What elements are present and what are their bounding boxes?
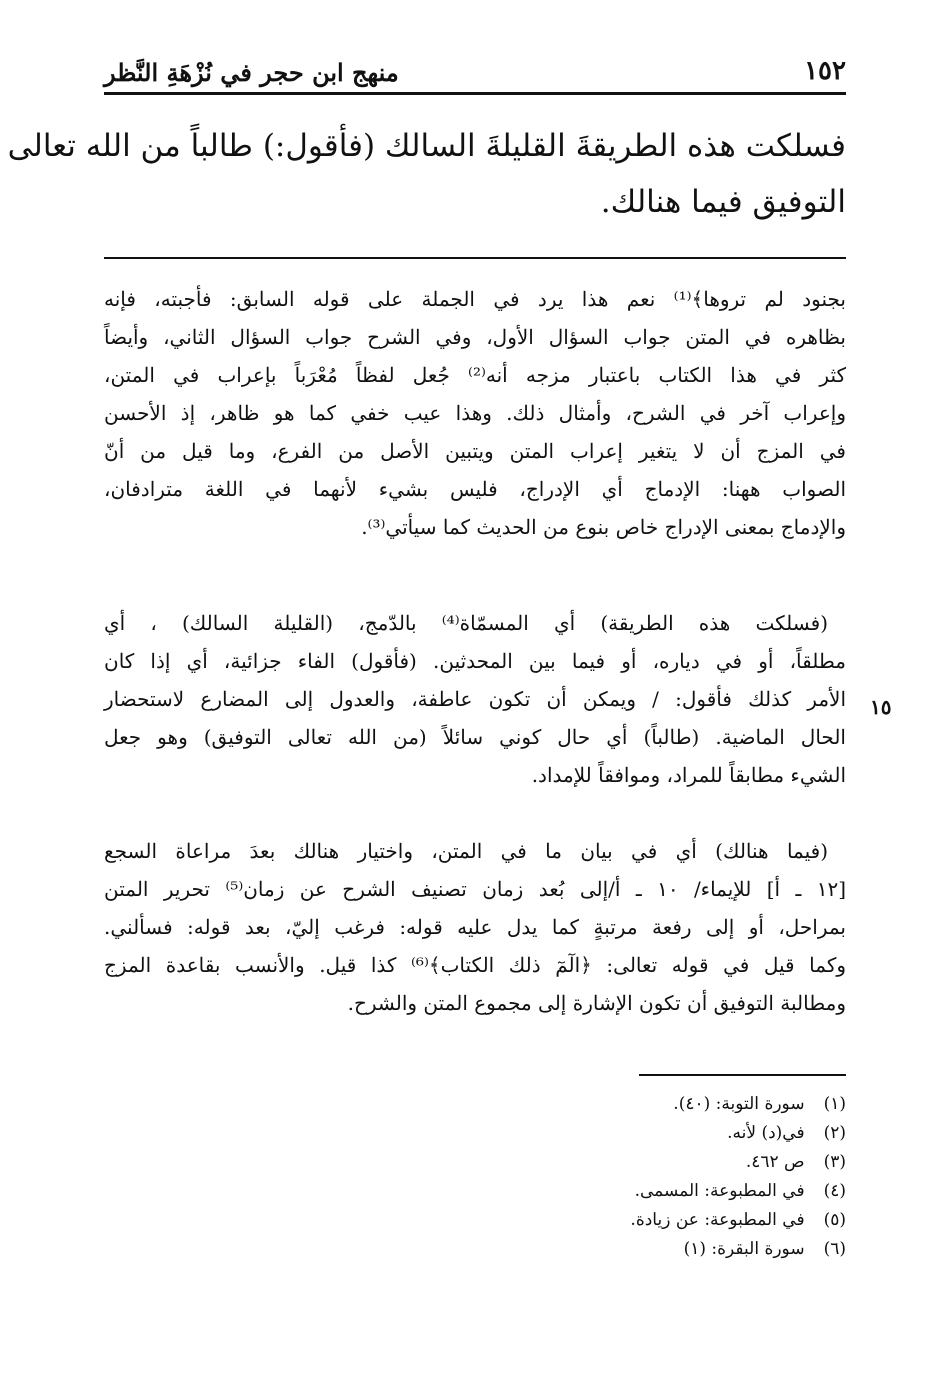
commentary-line: والإدماج بمعنى الإدراج خاص بنوع من الحديث كما سيأتي⁽³⁾.	[361, 515, 846, 539]
footnote-text: ص ٤٦٢.	[745, 1152, 805, 1172]
footnote	[104, 1235, 846, 1264]
commentary-line: كثر في هذا الكتاب باعتبار مزجه أنه⁽²⁾ جُعل لفظاً مُعْرَباً بإعراب في المتن،	[104, 363, 847, 387]
header-rule	[104, 92, 846, 95]
commentary-line: الشيء مطابقاً للمراد، وموافقاً للإمداد.	[531, 763, 846, 787]
commentary-line: ومطالبة التوفيق أن تكون الإشارة إلى مجموع المتن والشرح.	[347, 991, 846, 1015]
commentary-line: بظاهره في المتن جواب السؤال الأول، وفي الشرح جواب السؤال الثاني، وأيضاً	[104, 325, 846, 349]
running-title: منهج ابن حجر في نُزْهَةِ النَّظر	[104, 58, 399, 87]
footnote-text: في المطبوعة: المسمى.	[634, 1181, 805, 1201]
footnote	[104, 1090, 846, 1119]
commentary-line: الصواب ههنا: الإدماج أي الإدراج، فليس بشيء لأنهما في اللغة مترادفان،	[104, 477, 847, 501]
footnote	[104, 1206, 846, 1235]
margin-line-number: ١٥	[870, 695, 892, 719]
footnote-text: سورة البقرة: (١)	[683, 1239, 805, 1259]
commentary-line: [١٢ ـ أ] للإيماء/ ١٠ ـ أ/إلى بُعد زمان تصنيف الشرح عن زمان⁽⁵⁾ تحرير المتن	[104, 877, 847, 901]
footnote-number: (٥)	[823, 1210, 846, 1230]
footnote-text: سورة التوبة: (٤٠).	[673, 1094, 805, 1114]
matn-line: فسلكت هذه الطريقةَ القليلةَ السالك (فأقول:) طالباً من الله تعالى	[7, 128, 846, 164]
matn-text	[7, 118, 846, 230]
commentary-paragraph-3	[104, 832, 846, 1022]
footnote-text: في(د) لأنه.	[727, 1123, 805, 1143]
page-header	[104, 50, 846, 94]
commentary-line: الأمر كذلك فأقول: / ويمكن أن تكون عاطفة، والعدول إلى المضارع لاستحضار	[104, 687, 846, 711]
commentary-line: بمراحل، أو إلى رفعة مرتبةٍ كما يدل عليه قوله: فرغب إليّ، بعد قوله: فسألني.	[104, 915, 846, 939]
footnote-number: (٢)	[823, 1123, 846, 1143]
footnotes	[104, 1090, 846, 1264]
commentary-line: الحال الماضية. (طالباً) أي حال كوني سائلاً (من الله تعالى التوفيق) وهو جعل	[104, 725, 846, 749]
footnote	[104, 1119, 846, 1148]
commentary-line: (فسلكت هذه الطريقة) أي المسمّاة⁽⁴⁾ بالدّمج، (القليلة السالك) ، أي	[104, 611, 828, 635]
commentary-line: (فيما هنالك) أي في بيان ما في المتن، واختيار هنالك بعدَ مراعاة السجع	[104, 839, 828, 863]
matn-line: التوفيق فيما هنالك.	[600, 184, 846, 220]
page-number: ١٥٢	[804, 56, 846, 86]
footnote-text: في المطبوعة: عن زيادة.	[630, 1210, 805, 1230]
commentary-line: في المزج أن لا يتغير إعراب المتن ويتبين الأصل من الفرع، وما قيل من أنّ	[104, 439, 846, 463]
footnote	[104, 1148, 846, 1177]
commentary-paragraph-2	[104, 604, 846, 794]
commentary-line: بجنود لم تروها﴾⁽¹⁾ نعم هذا يرد في الجملة على قوله السابق: فأجبته، فإنه	[104, 287, 846, 311]
footnote-rule	[639, 1074, 846, 1076]
footnote-number: (٦)	[823, 1239, 846, 1259]
footnote	[104, 1177, 846, 1206]
commentary-line: وكما قيل في قوله تعالى: ﴿الٓمٓ ذلك الكتاب﴾⁽⁶⁾ كذا قيل. والأنسب بقاعدة المزج	[104, 953, 846, 977]
footnote-number: (٤)	[823, 1181, 846, 1201]
matn-separator	[104, 257, 846, 259]
commentary-line: مطلقاً، أو في دياره، أو فيما بين المحدثين. (فأقول) الفاء جزائية، أي إذا كان	[104, 649, 846, 673]
footnote-number: (١)	[823, 1094, 846, 1114]
commentary-line: وإعراب آخر في الشرح، وأمثال ذلك. وهذا عيب خفي كما هو ظاهر، إذ الأحسن	[104, 401, 846, 425]
footnote-number: (٣)	[823, 1152, 846, 1172]
commentary-paragraph-1	[104, 280, 846, 546]
